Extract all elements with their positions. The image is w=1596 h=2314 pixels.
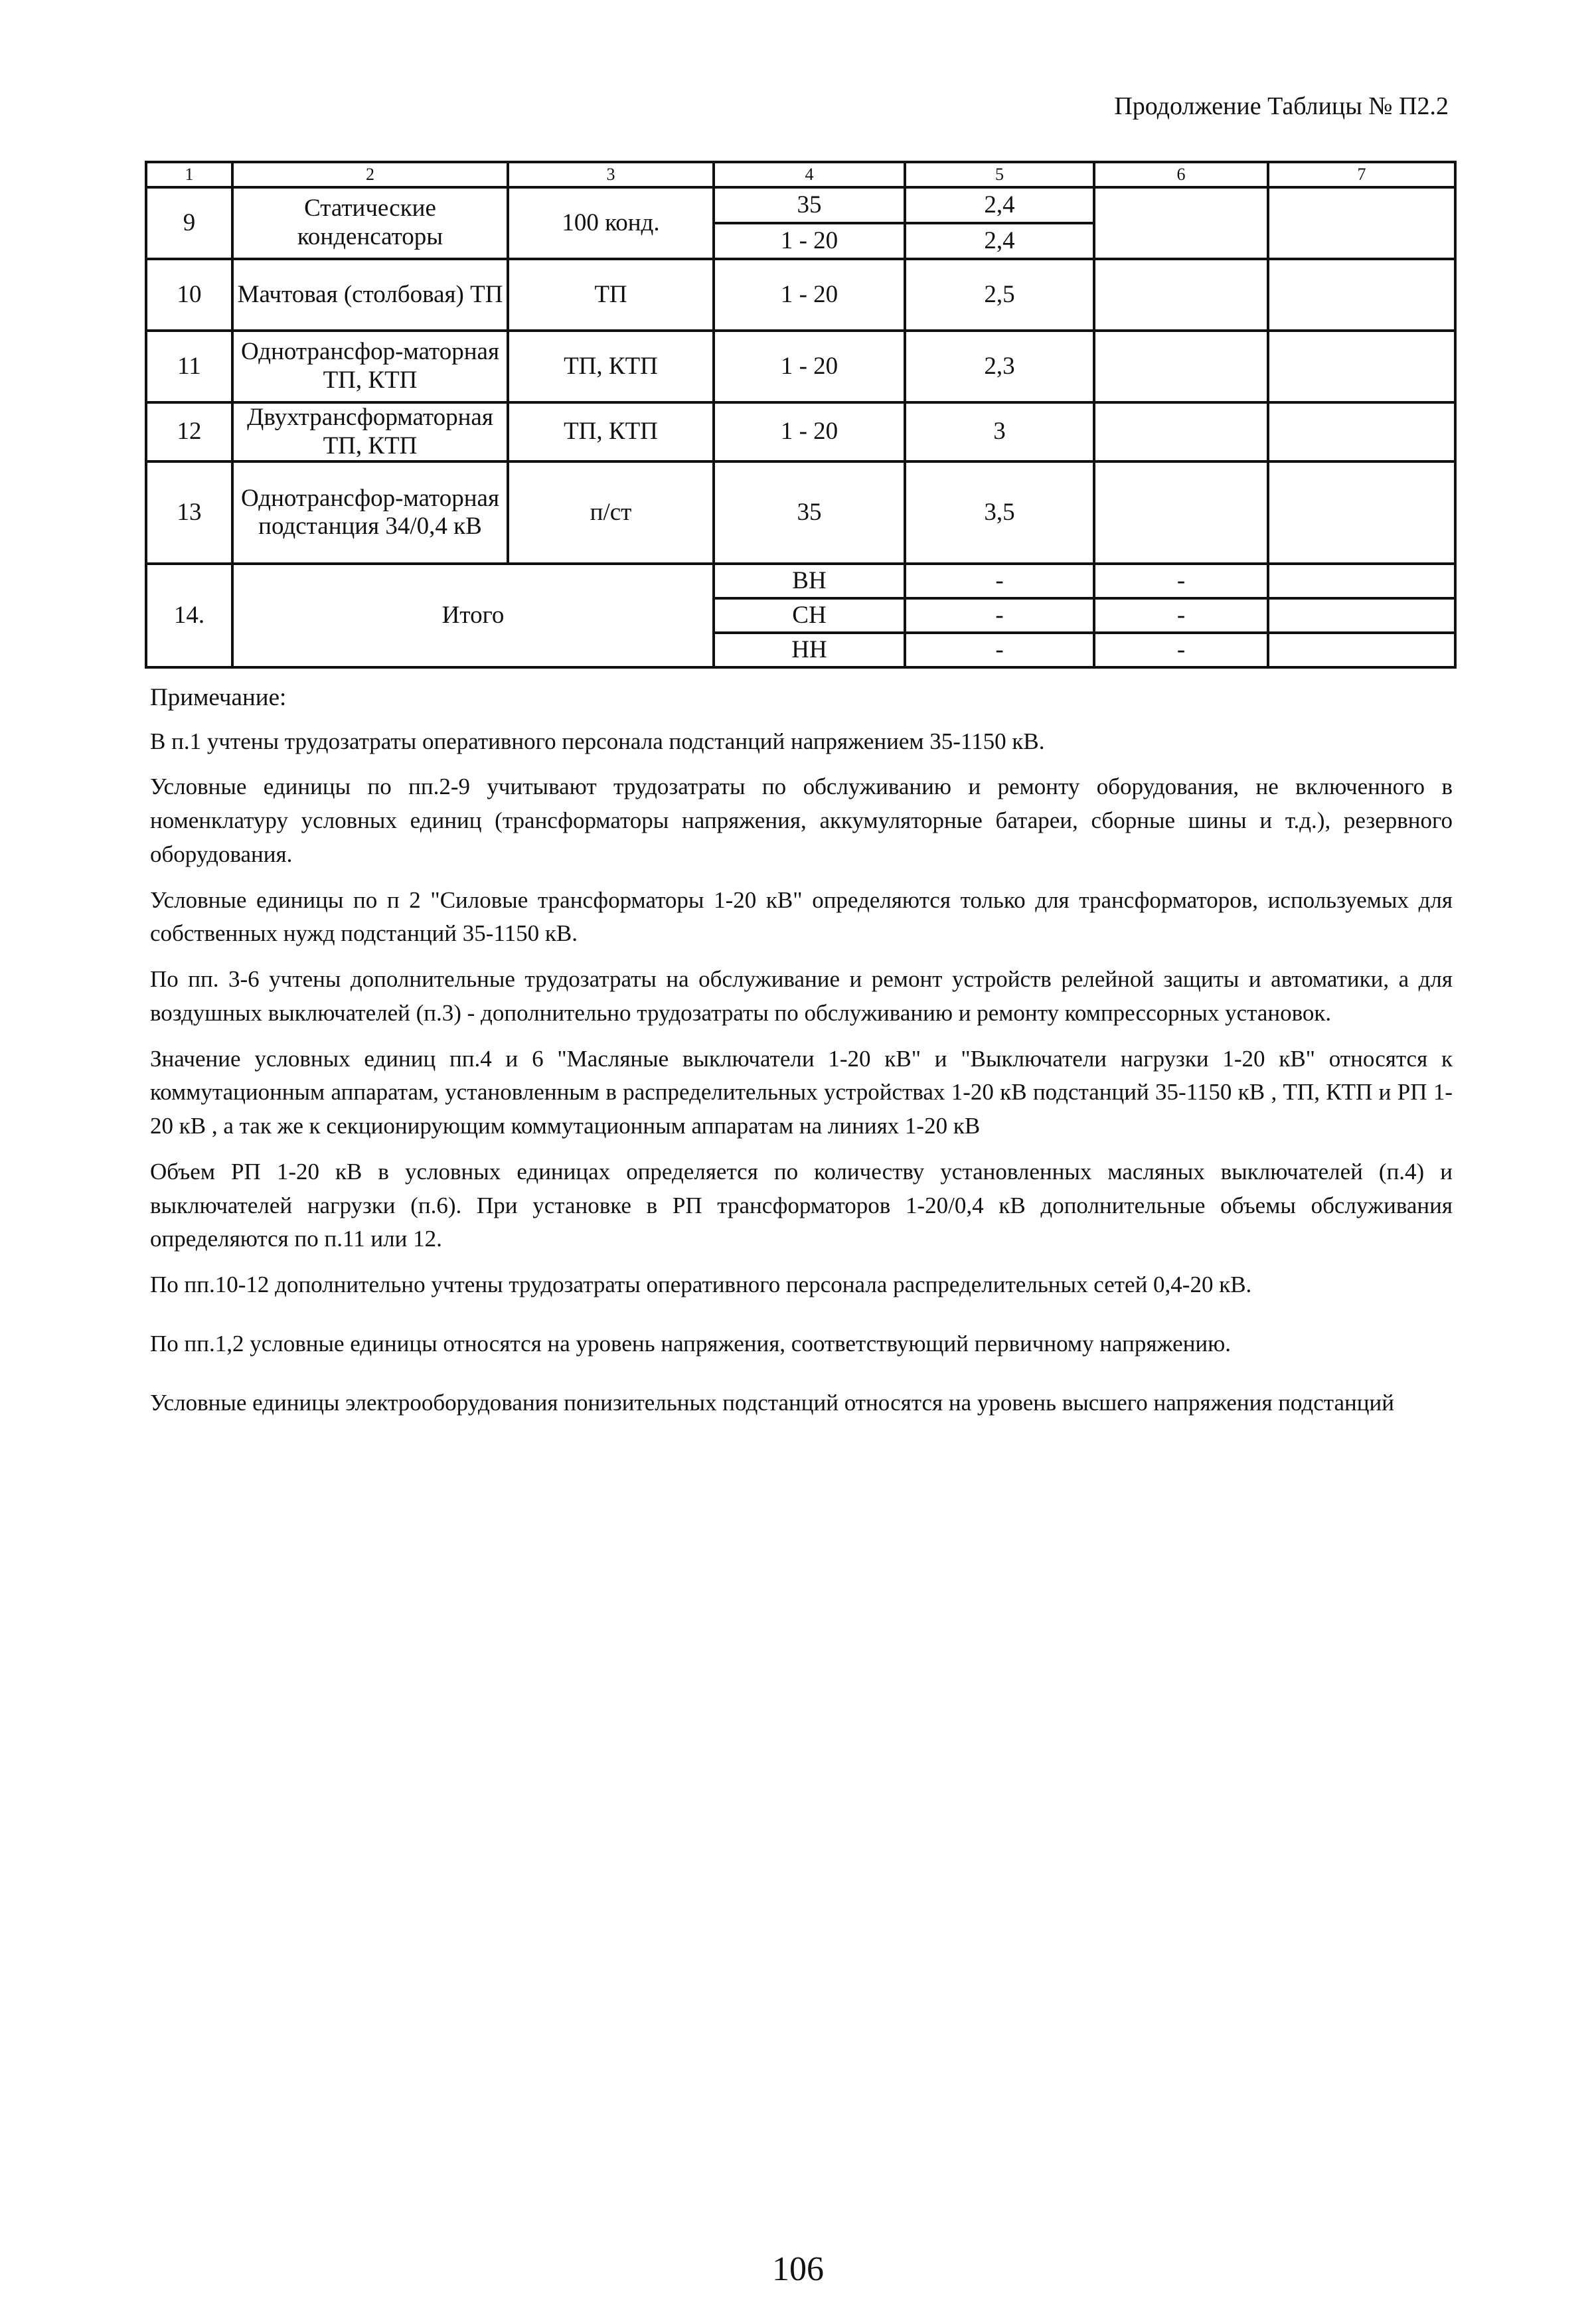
unit-cell: ТП, КТП <box>508 402 714 461</box>
value-cell: - <box>1094 598 1268 633</box>
voltage-cell: 1 - 20 <box>714 331 905 402</box>
equipment-name: Двухтрансформаторная ТП, КТП <box>232 402 508 461</box>
column-header: 6 <box>1094 162 1268 187</box>
empty-cell <box>1268 331 1455 402</box>
empty-cell <box>1268 564 1455 598</box>
value-cell: 2,3 <box>905 331 1094 402</box>
voltage-level: СН <box>714 598 905 633</box>
column-header: 2 <box>232 162 508 187</box>
value-cell: 3,5 <box>905 461 1094 564</box>
unit-cell: ТП, КТП <box>508 331 714 402</box>
empty-cell <box>1094 331 1268 402</box>
voltage-level: ВН <box>714 564 905 598</box>
note-paragraph: Объем РП 1-20 кВ в условных единицах определяется по количеству установленных масляных выключателей (п.4) и выключателей нагрузки (п.6). При установке в РП трансформаторов 1-20/0,4 кВ дополнительные объемы обслуживания определяются по п.11 или 12. <box>150 1158 1453 1252</box>
voltage-cell: 35 <box>714 461 905 564</box>
empty-cell <box>1268 187 1455 259</box>
data-table <box>145 161 1457 669</box>
row-number: 10 <box>146 259 232 331</box>
value-cell: 3 <box>905 402 1094 461</box>
equipment-name: Однотрансфор-маторная ТП, КТП <box>232 331 508 402</box>
unit-cell: ТП <box>508 259 714 331</box>
value-cell: 2,4 <box>905 187 1094 223</box>
value-cell: - <box>905 564 1094 598</box>
note-paragraph: Условные единицы по пп.2-9 учитывают трудозатраты по обслуживанию и ремонту оборудования, не включенного в номенклатуру условных единиц (трансформаторы напряжения, аккумуляторные батареи, сборные шины и т.д.), резервного оборудования. <box>150 774 1453 867</box>
unit-cell: п/ст <box>508 461 714 564</box>
empty-cell <box>1268 402 1455 461</box>
column-header: 5 <box>905 162 1094 187</box>
column-header: 4 <box>714 162 905 187</box>
table-row <box>146 461 1455 564</box>
note-paragraph: По пп. 3-6 учтены дополнительные трудозатраты на обслуживание и ремонт устройств релейной защиты и автоматики, а для воздушных выключателей (п.3) - дополнительно трудозатраты по обслуживанию и ремонту компрессорных установок. <box>150 966 1453 1026</box>
empty-cell <box>1268 598 1455 633</box>
equipment-name: Статические конденсаторы <box>232 187 508 259</box>
empty-cell <box>1268 259 1455 331</box>
unit-cell: 100 конд. <box>508 187 714 259</box>
column-header: 1 <box>146 162 232 187</box>
column-header: 3 <box>508 162 714 187</box>
table-row <box>146 331 1455 402</box>
row-number: 9 <box>146 187 232 259</box>
empty-cell <box>1094 402 1268 461</box>
empty-cell <box>1268 633 1455 667</box>
value-cell: - <box>905 633 1094 667</box>
value-cell: - <box>1094 564 1268 598</box>
note-paragraph: Условные единицы по п 2 "Силовые трансформаторы 1-20 кВ" определяются только для трансформаторов, используемых для собственных нужд подстанций 35-1150 кВ. <box>150 886 1453 947</box>
voltage-cell: 1 - 20 <box>714 223 905 259</box>
column-header: 7 <box>1268 162 1455 187</box>
empty-cell <box>1268 461 1455 564</box>
empty-cell <box>1094 259 1268 331</box>
empty-cell <box>1094 187 1268 259</box>
voltage-cell: 1 - 20 <box>714 402 905 461</box>
equipment-name: Мачтовая (столбовая) ТП <box>232 259 508 331</box>
page-number: 106 <box>772 2250 824 2288</box>
value-cell: 2,5 <box>905 259 1094 331</box>
table-row <box>146 187 1455 223</box>
row-number: 12 <box>146 402 232 461</box>
row-number: 14. <box>146 564 232 667</box>
voltage-cell: 35 <box>714 187 905 223</box>
value-cell: 2,4 <box>905 223 1094 259</box>
table-row-total <box>146 564 1455 598</box>
table-continuation-title: Продолжение Таблицы № П2.2 <box>1114 92 1449 120</box>
total-label: Итого <box>232 564 714 667</box>
notes-title: Примечание: <box>150 684 287 711</box>
note-paragraph: Условные единицы электрооборудования понизительных подстанций относятся на уровень высшего напряжения подстанций <box>150 1389 1394 1416</box>
note-paragraph: В п.1 учтены трудозатраты оперативного персонала подстанций напряжением 35-1150 кВ. <box>150 728 1045 754</box>
value-cell: - <box>1094 633 1268 667</box>
value-cell: - <box>905 598 1094 633</box>
empty-cell <box>1094 461 1268 564</box>
notes-section <box>150 680 1453 1432</box>
note-paragraph: Значение условных единиц пп.4 и 6 "Масляные выключатели 1-20 кВ" и "Выключатели нагрузки 1-20 кВ" относятся к коммутационным аппаратам, установленным в распределительных устройствах 1-20 кВ подстанций 35-1150 кВ , ТП, КТП и РП 1-20 кВ , а так же к секционирующим коммутационным аппаратам на линиях 1-20 кВ <box>150 1045 1453 1139</box>
voltage-level: НН <box>714 633 905 667</box>
table-row <box>146 259 1455 331</box>
row-number: 13 <box>146 461 232 564</box>
equipment-name: Однотрансфор-маторная подстанция 34/0,4 кВ <box>232 461 508 564</box>
note-paragraph: По пп.10-12 дополнительно учтены трудозатраты оперативного персонала распределительных сетей 0,4-20 кВ. <box>150 1272 1252 1298</box>
voltage-cell: 1 - 20 <box>714 259 905 331</box>
note-paragraph: По пп.1,2 условные единицы относятся на уровень напряжения, соответствующий первичному напряжению. <box>150 1330 1232 1357</box>
table-header-row <box>146 162 1455 187</box>
row-number: 11 <box>146 331 232 402</box>
table-row <box>146 402 1455 461</box>
